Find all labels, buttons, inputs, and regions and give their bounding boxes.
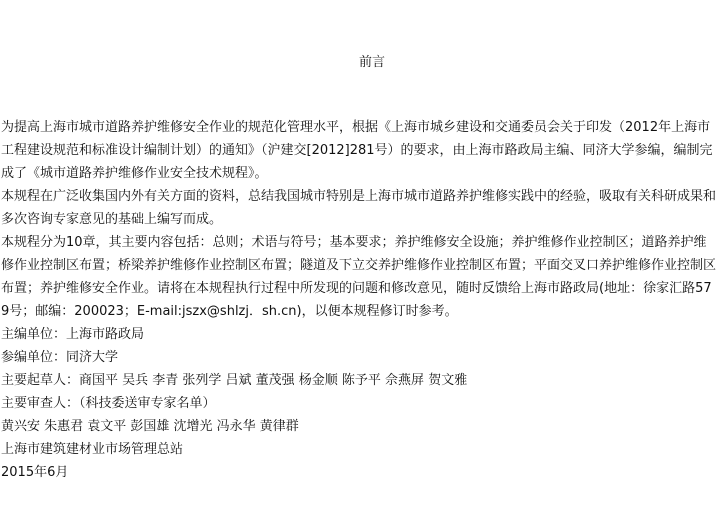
paragraph-contents: 本规程分为10章，其主要内容包括：总则；术语与符号；基本要求；养护维修安全设施；养护维修作业控制区；道路养护维修作业控制区布置；桥梁养护维修作业控制区布置；隧道及下立交养护维修作业控制区布置；平面交叉口养护维修作业控制区布置；养护维修安全作业。请将在本规程执行过程中所发现的问题和修改意见，随时反馈给上海市路政局(地址：徐家汇路579号；邮编：200023；E-mail:jszx@shlzj．sh.cn)，以便本规程修订时参考。 — [1, 235, 717, 319]
paragraph-background: 本规程在广泛收集国内外有关方面的资料，总结我国城市特别是上海市城市道路养护维修实践中的经验，吸取有关科研成果和多次咨询专家意见的基础上编写而成。 — [1, 189, 717, 227]
issuing-organization: 上海市建筑建材业市场管理总站 — [1, 442, 184, 457]
main-reviewers-names: 黄兴安 朱惠君 袁文平 彭国雄 沈增光 冯永华 黄律群 — [1, 419, 299, 434]
chief-editor-unit: 主编单位：上海市路政局 — [1, 327, 145, 342]
document-body — [1, 116, 719, 484]
participating-unit: 参编单位：同济大学 — [1, 350, 119, 365]
paragraph-purpose: 为提高上海市城市道路养护维修安全作业的规范化管理水平，根据《上海市城乡建设和交通委员会关于印发（2012年上海市工程建设规范和标准设计编制计划）的通知》（沪建交[2012]281号）的要求，由上海市路政局主编、同济大学参编，编制完成了《城市道路养护维修作业安全技术规程》。 — [1, 120, 713, 181]
page-title: 前言 — [358, 55, 385, 70]
issue-date: 2015年6月 — [1, 465, 69, 480]
main-drafters: 主要起草人：商国平 吴兵 李青 张列学 吕斌 董茂强 杨金顺 陈予平 佘燕屏 贺文雅 — [1, 373, 468, 388]
main-reviewers-label: 主要审查人：（科技委送审专家名单） — [1, 396, 216, 411]
